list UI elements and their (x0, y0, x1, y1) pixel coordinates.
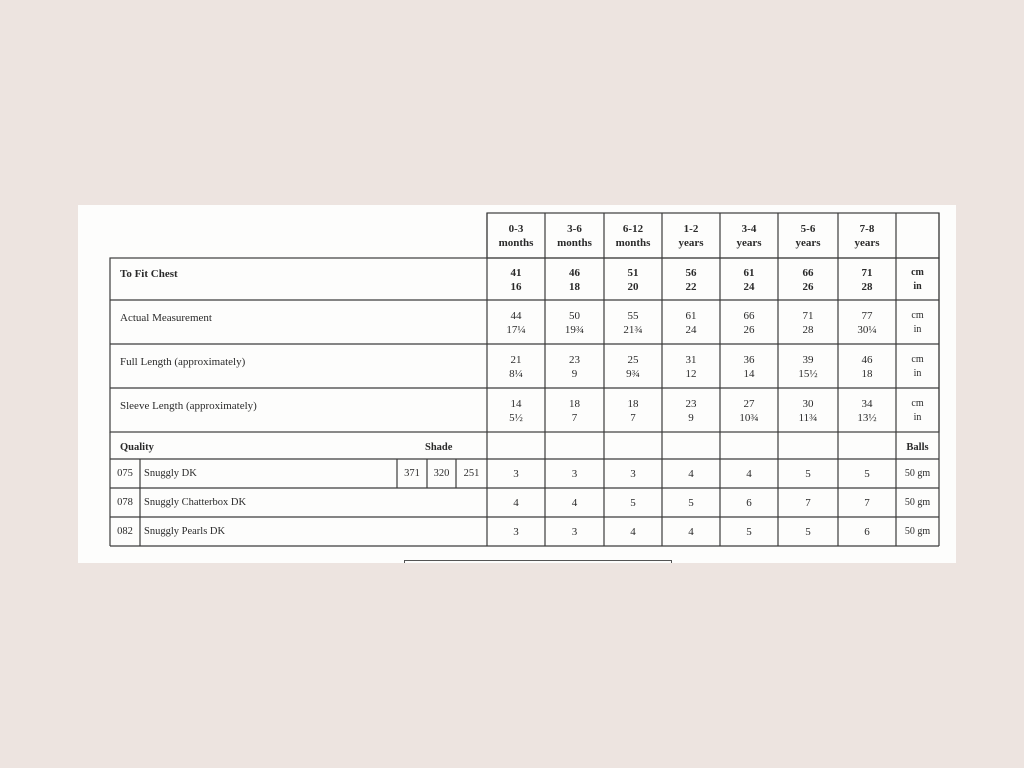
length-cell-4: 36 14 (743, 354, 755, 380)
length-cell-3: 31 12 (685, 354, 697, 380)
size-header-3: 1-2 years (678, 223, 704, 249)
size-header-6: 7-8 years (854, 223, 880, 249)
balls-cell: 5 (805, 468, 811, 480)
length-cell-5: 39 15½ (798, 354, 818, 380)
balls-cell: 5 (805, 526, 811, 538)
chest-cell-6: 71 28 (861, 267, 873, 293)
sleeve-cell-0: 14 5½ (509, 398, 523, 424)
chest-cell-1: 46 18 (569, 267, 580, 293)
chest-unit: cm in (911, 267, 924, 292)
sleeve-cell-2: 18 7 (627, 398, 639, 424)
size-chart-sheet (78, 205, 956, 563)
ball-weight: 50 gm (904, 526, 931, 537)
measurement-label-actual: Actual Measurement (120, 312, 212, 324)
shade-code: 251 (463, 468, 480, 479)
balls-cell: 4 (630, 526, 636, 538)
measurement-label-sleeve-length: Sleeve Length (approximately) (120, 400, 257, 412)
balls-cell: 3 (630, 468, 636, 480)
yarn-code: 082 (117, 526, 133, 537)
balls-cell: 4 (513, 497, 519, 509)
shade-code: 371 (404, 468, 420, 479)
size-header-0: 0-3 months (498, 223, 534, 249)
sleeve-unit: cm in (911, 398, 924, 423)
length-cell-2: 25 9¾ (626, 354, 640, 380)
balls-cell: 5 (630, 497, 636, 509)
quality-heading: Quality (120, 442, 154, 453)
actual-cell-1: 50 19¾ (564, 310, 585, 336)
balls-cell: 6 (746, 497, 752, 509)
sleeve-cell-3: 23 9 (685, 398, 697, 424)
chest-cell-5: 66 26 (802, 267, 814, 293)
size-header-1: 3-6 months (557, 223, 592, 249)
yarn-name: Snuggly DK (144, 468, 197, 479)
balls-cell: 5 (688, 497, 694, 509)
length-cell-1: 23 9 (569, 354, 580, 380)
balls-cell: 6 (864, 526, 870, 538)
balls-heading: Balls (906, 442, 929, 453)
actual-cell-3: 61 24 (685, 310, 697, 336)
balls-cell: 3 (571, 526, 578, 538)
yarn-name: Snuggly Chatterbox DK (144, 497, 247, 508)
cropped-box-edge (404, 560, 672, 563)
chest-cell-4: 61 24 (743, 267, 755, 293)
chest-cell-2: 51 20 (627, 267, 639, 293)
shade-heading: Shade (425, 442, 453, 453)
actual-unit: cm in (911, 310, 924, 335)
size-header-5: 5-6 years (795, 223, 821, 249)
shade-code: 320 (433, 468, 450, 479)
balls-cell: 5 (746, 526, 752, 538)
length-cell-6: 46 18 (861, 354, 873, 380)
yarn-name: Snuggly Pearls DK (144, 526, 226, 537)
actual-cell-6: 77 30¼ (857, 310, 877, 336)
sleeve-cell-4: 27 10¾ (739, 398, 759, 424)
yarn-code: 078 (117, 497, 133, 508)
actual-cell-2: 55 21¾ (623, 310, 643, 336)
size-header-2: 6-12 months (615, 223, 651, 249)
actual-cell-5: 71 28 (802, 310, 814, 336)
sleeve-cell-5: 30 11¾ (798, 398, 818, 424)
balls-cell: 4 (571, 497, 578, 509)
balls-cell: 3 (571, 468, 578, 480)
length-unit: cm in (911, 354, 924, 379)
size-header-4: 3-4 years (736, 223, 762, 249)
balls-cell: 3 (513, 468, 519, 480)
balls-cell: 7 (805, 497, 811, 509)
balls-cell: 4 (688, 468, 694, 480)
balls-cell: 4 (688, 526, 694, 538)
sleeve-cell-6: 34 13½ (857, 398, 877, 424)
measurement-label-full-length: Full Length (approximately) (120, 356, 246, 368)
chest-cell-3: 56 22 (685, 267, 697, 293)
measurement-label-chest: To Fit Chest (120, 268, 178, 280)
actual-cell-0: 44 17¼ (506, 310, 526, 336)
balls-cell: 7 (864, 497, 870, 509)
balls-cell: 3 (513, 526, 519, 538)
ball-weight: 50 gm (904, 497, 931, 508)
chest-cell-0: 41 16 (510, 267, 522, 293)
yarn-code: 075 (117, 468, 133, 479)
sleeve-cell-1: 18 7 (569, 398, 580, 424)
ball-weight: 50 gm (904, 468, 931, 479)
length-cell-0: 21 8¼ (509, 354, 523, 380)
actual-cell-4: 66 26 (743, 310, 755, 336)
balls-cell: 5 (864, 468, 870, 480)
balls-cell: 4 (746, 468, 752, 480)
